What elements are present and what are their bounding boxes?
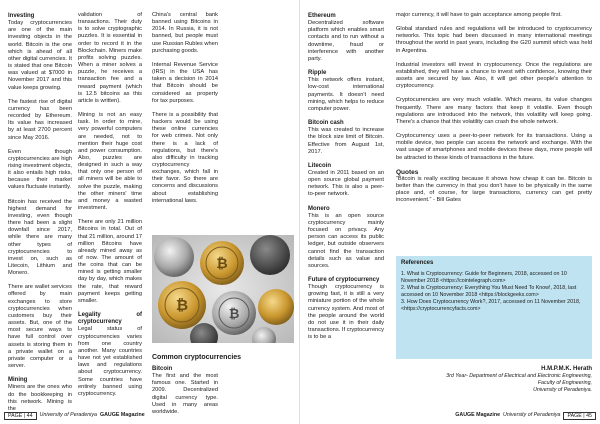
left-column-3-lower — [152, 352, 294, 364]
reference-item: 1. What is Cryptocurrency: Guide for Beginners, 2018, accessed on 10 November 2018 <https://cointelegraph.com> — [401, 271, 567, 284]
paragraph: Decentralized software platform which enables smart contacts and to run without a downtime, fraud or interference with another party. — [308, 20, 384, 62]
reference-item: 3. How Does Cryptocurrency Work?, 2017, accessed on 11 November 2018, <https://cryptocurrencyfacts.com> — [401, 299, 581, 312]
paragraph: China's central bank banned using Bitcoins in 2014. In Russia, it is not banned, but people must use Russian Rubles when purchasing goods. — [152, 12, 218, 54]
paragraph: This is an open source cryptocurrency mainly focused on privacy. Any person can access its public ledger, but outside observers cannot find the transaction details such as value and sources. — [308, 212, 384, 269]
left-column-3 — [152, 12, 218, 212]
paragraph: major currency, it will have to gain acceptance among people first. — [396, 12, 562, 18]
paragraph: Today cryptocurrencies are one of the main investing objects in the world. Bitcoin is the one which is ahead of all other digital currencies. It is stated that one Bitcoin was valued at $7000 in November 2017 and this value keeps growing. — [8, 20, 72, 91]
paragraph: Internal Revenue Service (IRS) in the USA has taken a decision in 2014 that Bitcoin should be considered as property for tax purposes. — [152, 61, 218, 104]
page-number: PAGE | 45 — [563, 412, 596, 420]
author-faculty: Faculty of Engineering, — [537, 380, 592, 386]
author-department: 3rd Year- Department of Electrical and Electronic Engineering, — [446, 373, 592, 379]
section-heading-common-cryptocurrencies: Common cryptocurrencies — [152, 354, 242, 361]
right-column-2 — [396, 12, 592, 211]
svg-text:₿: ₿ — [228, 307, 240, 322]
section-heading-legality: Legality of cryptocurrency — [78, 312, 142, 326]
paragraph: Mining is not an easy task. In order to mine, very powerful computers are needed, not to mention their huge cost and power consumption. Also, puzzles are designed in such a way that only one person of all miners will be able to solve the puzzle, making the other miners' time and money a wasted investment. — [78, 112, 142, 212]
paragraph: There are wallet services offered by main exchanges to store cryptocurrencies when customers buy their assets. But, one of the most secure ways to have full control over assets is storing them in a private wallet on a private computer or a server. — [8, 284, 72, 370]
footer-university: University of Peradeniya — [503, 412, 561, 418]
paragraph: The fastest rise of digital currency has been recorded by Ethereum. Its value has increased by at least 2700 percent since May 2016. — [8, 98, 72, 141]
footer-magazine: GAUGE Magazine — [455, 412, 501, 418]
left-page-footer — [4, 411, 148, 420]
paragraph: There is a possibility that hackers would be using these online currencies for web crimes. Not only there is a lack of regulations, but there's also difficulty in tracking cryptocurrency exchanges, which fall in their favor. So there are concerns and discussions about establishing international laws. — [152, 111, 218, 204]
page-number: PAGE | 44 — [4, 412, 37, 420]
paragraph: Industrial investors will invest in cryptocurrency. Once the regulations are established, they will have a chance to invest with confidence, knowing their assets are secured by law. Also, it will get other people's attention to cryptocurrency. — [396, 61, 592, 90]
paragraph: Legal status of cryptocurrencies varies from one country another. Many countries have not yet established laws and regulations about cryptocurrency. Some countries have entirely banned using cryptocurrency. — [78, 326, 142, 397]
paragraph: Miners are the ones who do the bookkeeping in this network. Mining is the — [8, 384, 72, 412]
left-column-1 — [8, 12, 72, 420]
paragraph: This network offers instant, low-cost international payments. It doesn't need mining, which helps to reduce computer power. — [308, 77, 384, 112]
section-heading-bitcoin: Bitcoin — [152, 366, 173, 372]
section-heading-bitcoin-cash: Bitcoin cash — [308, 120, 344, 127]
bitcoin-coins-photo — [152, 235, 294, 343]
svg-text:₿: ₿ — [175, 296, 189, 314]
svg-text:₿: ₿ — [216, 256, 228, 272]
paragraph: Bitcoin has received the highest demand for investing, even though there had been a slight downfall since 2017, while there are many other types of cryptocurrencies to invest on, such as Litecoin, Lithium and Monero. — [8, 198, 72, 277]
references-box — [396, 256, 592, 359]
left-column-2 — [78, 12, 142, 405]
paragraph: Even though cryptocurrencies are high rising investment objects, it also entails high risks, because their market values fluctuate instantly. — [8, 148, 72, 191]
paragraph: Created in 2011 based on an open source global payment network. This is also a peer-to-peer network. — [308, 169, 384, 198]
reference-item: 2. What is Cryptocurrency: Everything You Must Need To Know!, 2018, last accessed on 10 November 2018 <https://blockgeeks.com> — [401, 285, 577, 298]
paragraph: Global standard rules and regulations will be introduced to cryptocurrency networks. This topic had been discussed in many international meetings throughout the world in past years, including the G20 summit which was held in Argentina. — [396, 26, 592, 54]
paragraph: The first and the most famous one. Started in 2009. Decentralized digital currency type. Used in many areas worldwide. — [152, 373, 218, 415]
section-heading-litecoin: Litecoin — [308, 162, 332, 169]
section-heading-ethereum: Ethereum — [308, 13, 336, 19]
paragraph: Cryptocurrencies are very much volatile. Which means, its value changes frequently. There are many factors that keep it volatile. Even though regulations are introduced into the network, this volatility will keep going. There's a chance that this volatility can crash the whole network. — [396, 97, 592, 125]
paragraph: This was created to increase the block size limit of Bitcoin. Effective from August 1st, 2017. — [308, 127, 384, 155]
paragraph: Cryptocurrency uses a peer-to-peer network for its transactions. Using a mobile device, two people can access the network and exchange. With the vast usage of smartphones and mobile devices these days, more people will be attracted to these kinds of transactions in the future. — [396, 133, 592, 161]
paragraph: Though cryptocurrency is growing fast, it is still a very miniature portion of the whole currency system. And most of the people around the world do not use it in their daily transactions. If cryptocurrency is to be a — [308, 284, 384, 341]
left-column-3-bitcoin — [152, 365, 218, 423]
section-heading-investing: Investing — [8, 13, 35, 19]
paragraph: validation of transactions. Their duty is to solve cryptographic puzzles. It is essential in order to record it in the Blockchain. Miners make profits solving puzzles. When a miner solves a puzzle, he receives a transaction fee and a reward payment (which is 12.5 bitcoins as this article is written). — [78, 12, 142, 104]
coins-illustration — [152, 235, 294, 343]
references-heading: References — [401, 260, 434, 266]
footer-magazine: GAUGE Magazine — [99, 412, 145, 418]
paragraph: There are only 21 million Bitcoins in total. Out of that 21 million, around 17 million Bitcoins have already mined away as of now. The amount of the coins that can be mined is getting smaller day by day, which makes the rate, that reward payment keeps getting smaller. — [78, 219, 142, 304]
section-heading-quotes: Quotes — [396, 168, 419, 176]
right-column-1 — [308, 12, 384, 348]
author-university: University of Peradeniya. — [533, 387, 592, 393]
section-heading-future: Future of cryptocurrency — [308, 277, 380, 283]
footer-university: University of Peradeniya — [39, 412, 97, 418]
right-page-footer — [452, 411, 596, 420]
section-heading-ripple: Ripple — [308, 70, 327, 77]
author-name: H.M.P.M.K. Herath — [541, 366, 592, 372]
section-heading-monero: Monero — [308, 205, 330, 212]
author-block — [396, 366, 592, 394]
quote-paragraph: “Bitcoin is really exciting because it shows how cheap it can be. Bitcoin is better than the currency in that you don't have to be physically in the same place and, of course, for large transactions, currency can get pretty inconvenient.” - Bill Gates — [396, 175, 592, 204]
section-heading-mining: Mining — [8, 377, 28, 384]
